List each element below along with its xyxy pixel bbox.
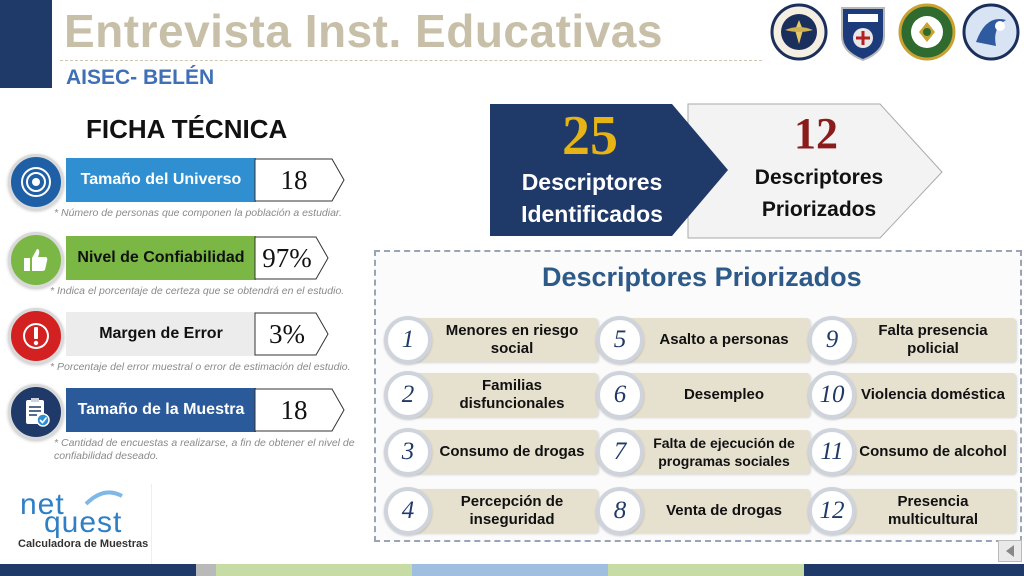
netquest-caption: Calculadora de Muestras	[18, 538, 149, 550]
header-corner-block	[0, 0, 52, 88]
descriptor-text: Falta presencia policial	[878, 322, 988, 357]
descriptor-text: Menores en riesgo social	[445, 322, 579, 357]
prioritized-label-line1: Descriptores	[754, 166, 884, 189]
descriptor-number: 7	[596, 428, 644, 476]
metric-label: Tamaño del Universo	[66, 158, 256, 202]
metric-value-box	[254, 388, 346, 432]
netquest-net-text: net	[20, 488, 65, 521]
metric-value: 97%	[262, 242, 312, 273]
descriptor-number: 9	[808, 316, 856, 364]
metric-value-box	[254, 236, 346, 280]
descriptor-number: 6	[596, 371, 644, 419]
netquest-swoosh-icon	[84, 490, 124, 506]
netquest-quest-text: quest	[44, 506, 123, 539]
ficha-tecnica-title: FICHA TÉCNICA	[86, 114, 288, 144]
metric-note: * Cantidad de encuestas a realizarse, a fin de obtener el nivel de confiabilidad deseado.	[54, 437, 355, 462]
identified-label-line1: Descriptores	[521, 169, 663, 195]
descriptor-text: Desempleo	[683, 386, 765, 403]
metric-value-box	[254, 312, 346, 356]
us-embassy-seal-icon	[770, 2, 828, 62]
descriptor-text: Presencia multicultural	[887, 493, 978, 528]
descriptor-item	[596, 487, 806, 535]
descriptor-number: 8	[596, 487, 644, 535]
policia-badge-icon	[898, 2, 956, 62]
descriptor-item	[596, 316, 806, 364]
metric-label: Tamaño de la Muestra	[66, 388, 256, 432]
descriptor-item	[808, 316, 1018, 364]
descriptor-number: 3	[384, 428, 432, 476]
metric-sample-size	[8, 388, 348, 434]
identified-label-line2: Identificados	[521, 201, 663, 227]
page-title: Entrevista Inst. Educativas	[64, 5, 663, 57]
metric-confidence-level	[8, 236, 348, 282]
prioritized-count: 12	[794, 109, 838, 158]
descriptor-item	[384, 316, 594, 364]
footer-color-bar	[0, 564, 1024, 576]
back-button[interactable]	[998, 540, 1022, 562]
descriptor-number: 11	[808, 428, 856, 476]
descriptor-text: Asalto a personas	[659, 331, 789, 348]
descriptor-item	[384, 428, 594, 476]
back-arrow-icon	[1003, 544, 1017, 558]
descriptor-number: 10	[808, 371, 856, 419]
descriptor-number: 12	[808, 487, 856, 535]
descriptor-item	[596, 371, 806, 419]
descriptor-text: Violencia doméstica	[861, 386, 1005, 403]
metric-label: Nivel de Confiabilidad	[66, 236, 256, 280]
metric-error-margin	[8, 312, 348, 358]
thumbs-up-icon	[8, 232, 64, 288]
metric-value: 18	[280, 394, 308, 425]
descriptor-number: 5	[596, 316, 644, 364]
descriptor-text: Falta de ejecución de programas sociales	[653, 435, 795, 469]
metric-label: Margen de Error	[66, 312, 256, 356]
descriptor-item	[808, 487, 1018, 535]
clipboard-check-icon	[8, 384, 64, 440]
header-divider	[60, 60, 762, 61]
target-icon	[8, 154, 64, 210]
descriptor-item	[596, 428, 806, 476]
descriptor-item	[808, 371, 1018, 419]
netquest-logo	[0, 484, 152, 564]
prioritized-label-line2: Priorizados	[761, 198, 877, 221]
descriptor-text: Familias disfuncionales	[459, 377, 565, 412]
fuerza-publica-shield-icon	[834, 2, 892, 62]
descriptor-summary	[488, 102, 948, 240]
descriptor-item	[384, 487, 594, 535]
descriptor-item	[384, 371, 594, 419]
descriptor-text: Percepción de inseguridad	[460, 493, 564, 528]
alert-icon	[8, 308, 64, 364]
metric-note: * Porcentaje del error muestral o error de estimación del estudio.	[50, 361, 351, 373]
prioritized-panel-title: Descriptores Priorizados	[542, 262, 862, 292]
descriptor-number: 4	[384, 487, 432, 535]
descriptor-text: Venta de drogas	[666, 502, 782, 519]
metric-value-box	[254, 158, 346, 202]
descriptor-text: Consumo de alcohol	[859, 443, 1007, 460]
metric-note: * Indica el porcentaje de certeza que se obtendrá en el estudio.	[50, 285, 345, 297]
aisec-logo-icon	[962, 2, 1020, 62]
metric-value: 3%	[269, 318, 305, 349]
metric-value: 18	[280, 164, 308, 195]
metric-note: * Número de personas que componen la población a estudiar.	[54, 207, 342, 219]
metric-universe-size	[8, 158, 348, 204]
descriptor-text: Consumo de drogas	[439, 443, 585, 460]
descriptor-number: 1	[384, 316, 432, 364]
descriptor-item	[808, 428, 1018, 476]
institution-logos	[770, 2, 1020, 62]
identified-count: 25	[562, 105, 618, 167]
descriptor-number: 2	[384, 371, 432, 419]
page-subtitle: AISEC- BELÉN	[66, 66, 215, 89]
